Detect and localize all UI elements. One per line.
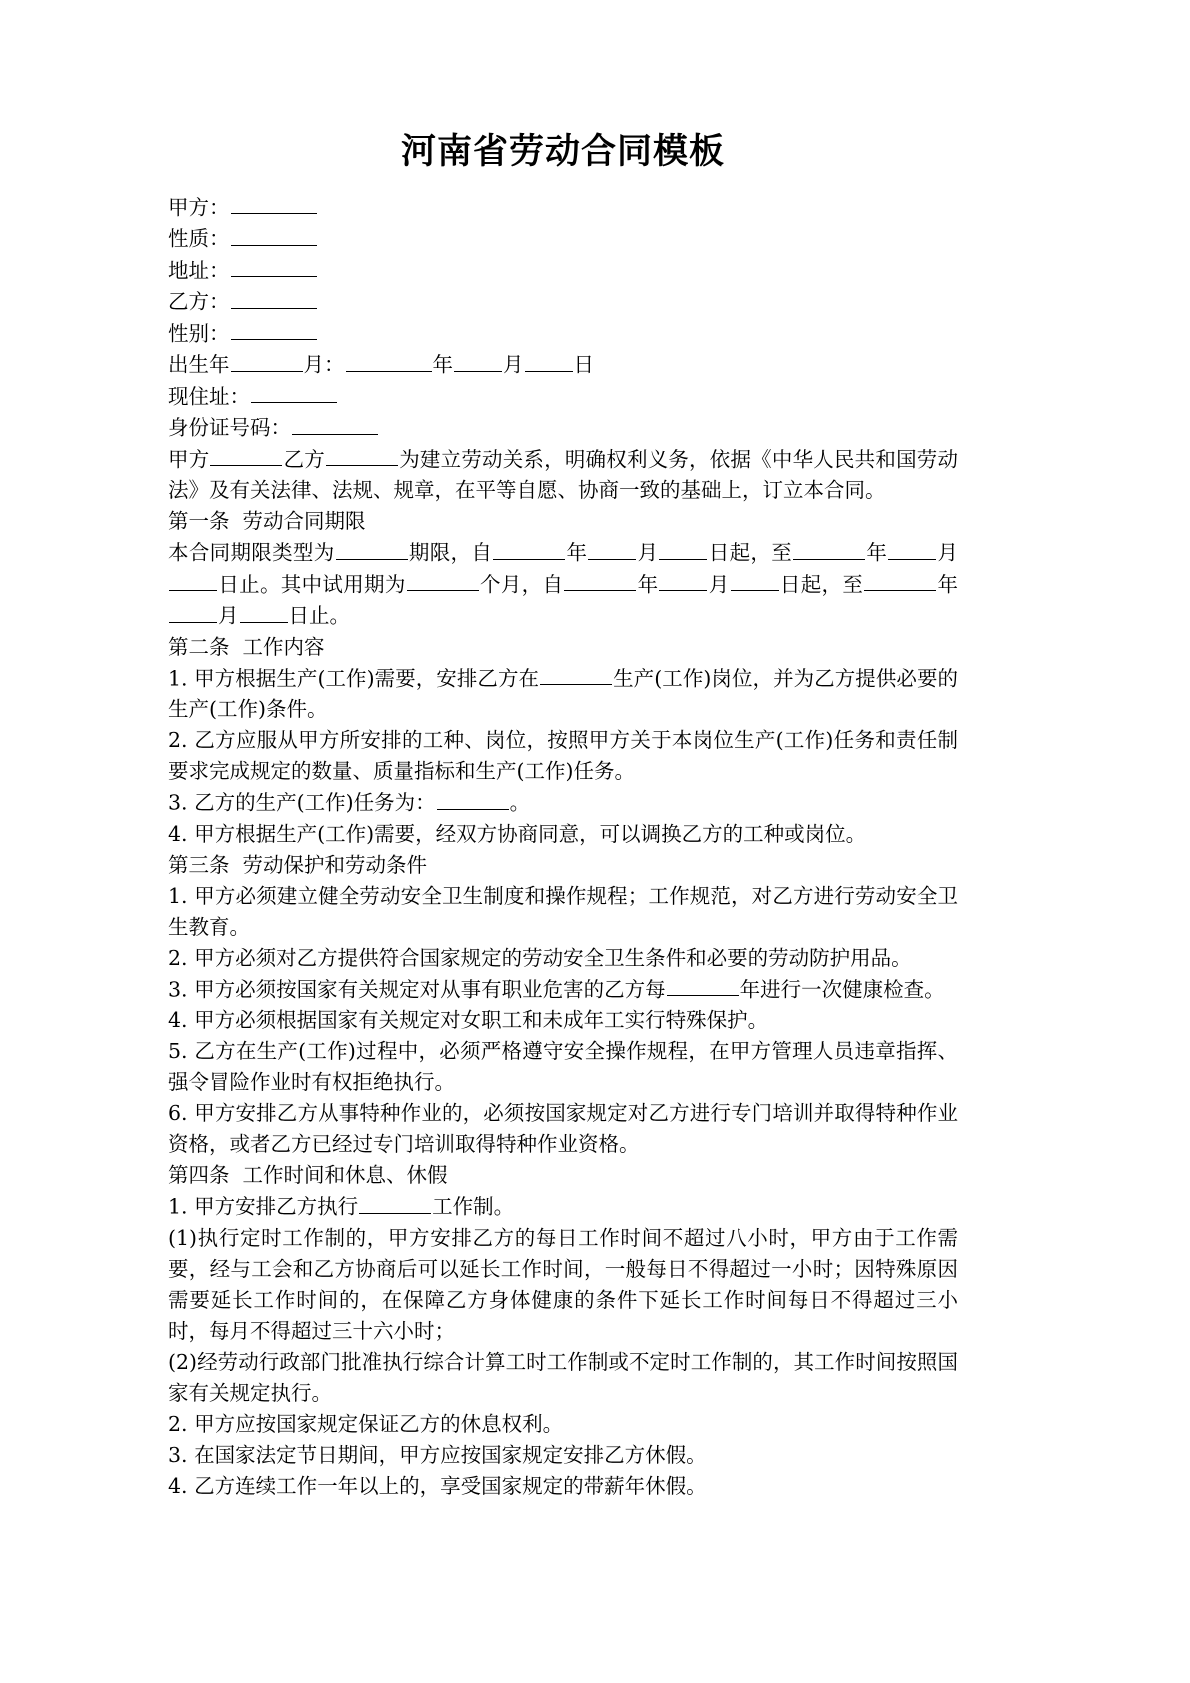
field-label: 性质： xyxy=(168,226,230,251)
paragraph-blank-0-0-1[interactable] xyxy=(336,537,408,560)
field-blank-2[interactable] xyxy=(231,255,317,278)
paragraph-blank-0-0-15[interactable] xyxy=(407,569,479,592)
field-blank-3[interactable] xyxy=(231,286,317,309)
article-paragraph xyxy=(168,787,958,819)
article-paragraph: 6. 甲方安排乙方从事特种作业的，必须按国家规定对乙方进行专门培训并取得特种作业资格，或者乙方已经过专门培训取得特种作业资格。 xyxy=(168,1101,958,1157)
birth-year-blank[interactable] xyxy=(231,349,303,372)
paragraph-blank-1-2-1[interactable] xyxy=(437,787,509,810)
birth-day-blank[interactable] xyxy=(525,349,573,372)
field-blank-0[interactable] xyxy=(231,192,317,215)
article-paragraph: 2. 乙方应服从甲方所安排的工种、岗位，按照甲方关于本岗位生产(工作)任务和责任制要求完成规定的数量、质量指标和生产(工作)任务。 xyxy=(168,728,958,784)
text-run: 年 xyxy=(866,540,888,565)
paragraph-blank-0-0-17[interactable] xyxy=(564,569,636,592)
paragraph-blank-0-0-21[interactable] xyxy=(731,569,779,592)
article-paragraph: 2. 甲方必须对乙方提供符合国家规定的劳动安全卫生条件和必要的劳动防护用品。 xyxy=(168,945,912,970)
paragraph-blank-0-0-3[interactable] xyxy=(493,537,565,560)
paragraph-blank-1-0-1[interactable] xyxy=(540,663,612,686)
text-run: 3. 乙方的生产(工作)任务为： xyxy=(168,790,436,815)
field-label: 现住址： xyxy=(168,384,250,409)
article-paragraph: 4. 甲方根据生产(工作)需要，经双方协商同意，可以调换乙方的工种或岗位。 xyxy=(168,821,867,846)
text-run: 年 xyxy=(637,572,659,597)
paragraph-blank-0-0-19[interactable] xyxy=(659,569,707,592)
text-run: 1. 甲方根据生产(工作)需要，安排乙方在 xyxy=(168,666,540,691)
field-blank-1[interactable] xyxy=(231,223,317,246)
preamble-paragraph xyxy=(168,444,958,507)
paragraph-blank-2-2-1[interactable] xyxy=(667,974,739,997)
text-run: 出生年 xyxy=(168,352,230,377)
field-label: 身份证号码： xyxy=(168,415,291,440)
text-run: 月： xyxy=(303,352,345,377)
field-blank-4[interactable] xyxy=(231,318,317,341)
text-run: 月 xyxy=(218,603,239,628)
article-paragraph xyxy=(168,663,958,726)
current-address-row-blank[interactable] xyxy=(251,381,337,404)
paragraph-blank-3-0-1[interactable] xyxy=(359,1191,431,1214)
paragraph-blank-0-0-23[interactable] xyxy=(864,569,936,592)
field-label: 甲方： xyxy=(168,195,230,220)
preamble-party-a-blank[interactable] xyxy=(210,444,282,467)
header-field-row xyxy=(168,223,958,255)
text-run: 生产(工作)岗位，并为乙方提供必要的生产(工作)条件。 xyxy=(168,666,958,722)
article-paragraph: 5. 乙方在生产(工作)过程中，必须严格遵守安全操作规程，在甲方管理人员违章指挥、强令冒险作业时有权拒绝执行。 xyxy=(168,1039,958,1095)
text-run: 月 xyxy=(637,540,659,565)
text-run: 为建立劳动关系，明确权利义务，依据《中华人民共和国劳动法》及有关法律、法规、规章，在平等自愿、协商一致的基础上，订立本合同。 xyxy=(168,447,958,503)
id-number-row-blank[interactable] xyxy=(292,412,378,435)
header-field-row xyxy=(168,318,958,350)
paragraph-blank-0-0-7[interactable] xyxy=(659,537,707,560)
articles-block xyxy=(168,506,958,1502)
field-label: 性别： xyxy=(168,321,230,346)
text-run: 日起，至 xyxy=(779,572,864,597)
text-run: 年 xyxy=(432,352,453,377)
article-heading: 第四条 工作时间和休息、休假 xyxy=(168,1163,448,1188)
article-paragraph xyxy=(168,974,958,1006)
text-run: 月 xyxy=(937,540,959,565)
article-paragraph: 2. 甲方应按国家规定保证乙方的休息权利。 xyxy=(168,1412,564,1436)
text-run: 年进行一次健康检查。 xyxy=(739,977,945,1002)
paragraph-blank-0-0-9[interactable] xyxy=(793,537,865,560)
text-run: 。 xyxy=(509,790,531,815)
article-paragraph: (1)执行定时工作制的，甲方安排乙方的每日工作时间不超过八小时，甲方由于工作需要，经与工会和乙方协商后可以延长工作时间，一般每日不得超过一小时；因特殊原因需要延长工作时间的，在保障乙方身体健康的条件下延长工作时间每日不得超过三小时，每月不得超过三十六小时； xyxy=(168,1226,958,1343)
document-content xyxy=(168,130,958,1502)
article-heading: 第一条 劳动合同期限 xyxy=(168,509,366,534)
article-paragraph: 1. 甲方必须建立健全劳动安全卫生制度和操作规程；工作规范，对乙方进行劳动安全卫生教育。 xyxy=(168,883,958,939)
paragraph-blank-0-0-27[interactable] xyxy=(240,600,288,623)
id-number-row xyxy=(168,412,958,444)
paragraph-blank-0-0-25[interactable] xyxy=(169,600,217,623)
text-run: 日 xyxy=(573,352,594,377)
text-run: 1. 甲方安排乙方执行 xyxy=(168,1195,359,1219)
text-run: 工作制。 xyxy=(432,1195,515,1219)
birth-month-blank[interactable] xyxy=(454,349,502,372)
paragraph-blank-0-0-5[interactable] xyxy=(588,537,636,560)
field-label: 地址： xyxy=(168,258,230,283)
text-run: 年 xyxy=(937,572,959,597)
article-heading: 第三条 劳动保护和劳动条件 xyxy=(168,852,428,877)
header-field-row xyxy=(168,286,958,318)
preamble-party-b-blank[interactable] xyxy=(326,444,398,467)
header-field-row xyxy=(168,255,958,287)
text-run: 日止。其中试用期为 xyxy=(218,572,406,597)
article-paragraph: 4. 乙方连续工作一年以上的，享受国家规定的带薪年休假。 xyxy=(168,1474,707,1498)
article-heading: 第二条 工作内容 xyxy=(168,634,325,659)
field-label: 乙方： xyxy=(168,289,230,314)
birth-date-blank[interactable] xyxy=(346,349,432,372)
paragraph-blank-0-0-11[interactable] xyxy=(888,537,936,560)
article-paragraph xyxy=(168,537,958,632)
current-address-row xyxy=(168,381,958,413)
text-run: 日起，至 xyxy=(708,540,793,565)
text-run: 乙方 xyxy=(283,447,326,472)
text-run: 年 xyxy=(566,540,588,565)
text-run: 月 xyxy=(503,352,524,377)
text-run: 本合同期限类型为 xyxy=(168,540,335,565)
birth-date-row xyxy=(168,349,958,381)
text-run: 个月，自 xyxy=(479,572,564,597)
article-paragraph: 3. 在国家法定节日期间，甲方应按国家规定安排乙方休假。 xyxy=(168,1443,707,1467)
header-field-row xyxy=(168,192,958,224)
text-run: 甲方 xyxy=(168,447,210,472)
article-paragraph: (2)经劳动行政部门批准执行综合计算工时工作制或不定时工作制的，其工作时间按照国家有关规定执行。 xyxy=(168,1350,958,1405)
text-run: 月 xyxy=(708,572,730,597)
header-fields-block xyxy=(168,192,958,507)
paragraph-blank-0-0-13[interactable] xyxy=(169,569,217,592)
article-paragraph: 4. 甲方必须根据国家有关规定对女职工和未成年工实行特殊保护。 xyxy=(168,1008,769,1033)
text-run: 日止。 xyxy=(288,603,350,628)
article-paragraph xyxy=(168,1191,958,1223)
page-title: 河南省劳动合同模板 xyxy=(400,131,725,172)
text-run: 期限，自 xyxy=(408,540,493,565)
text-run: 3. 甲方必须按国家有关规定对从事有职业危害的乙方每 xyxy=(168,977,666,1002)
